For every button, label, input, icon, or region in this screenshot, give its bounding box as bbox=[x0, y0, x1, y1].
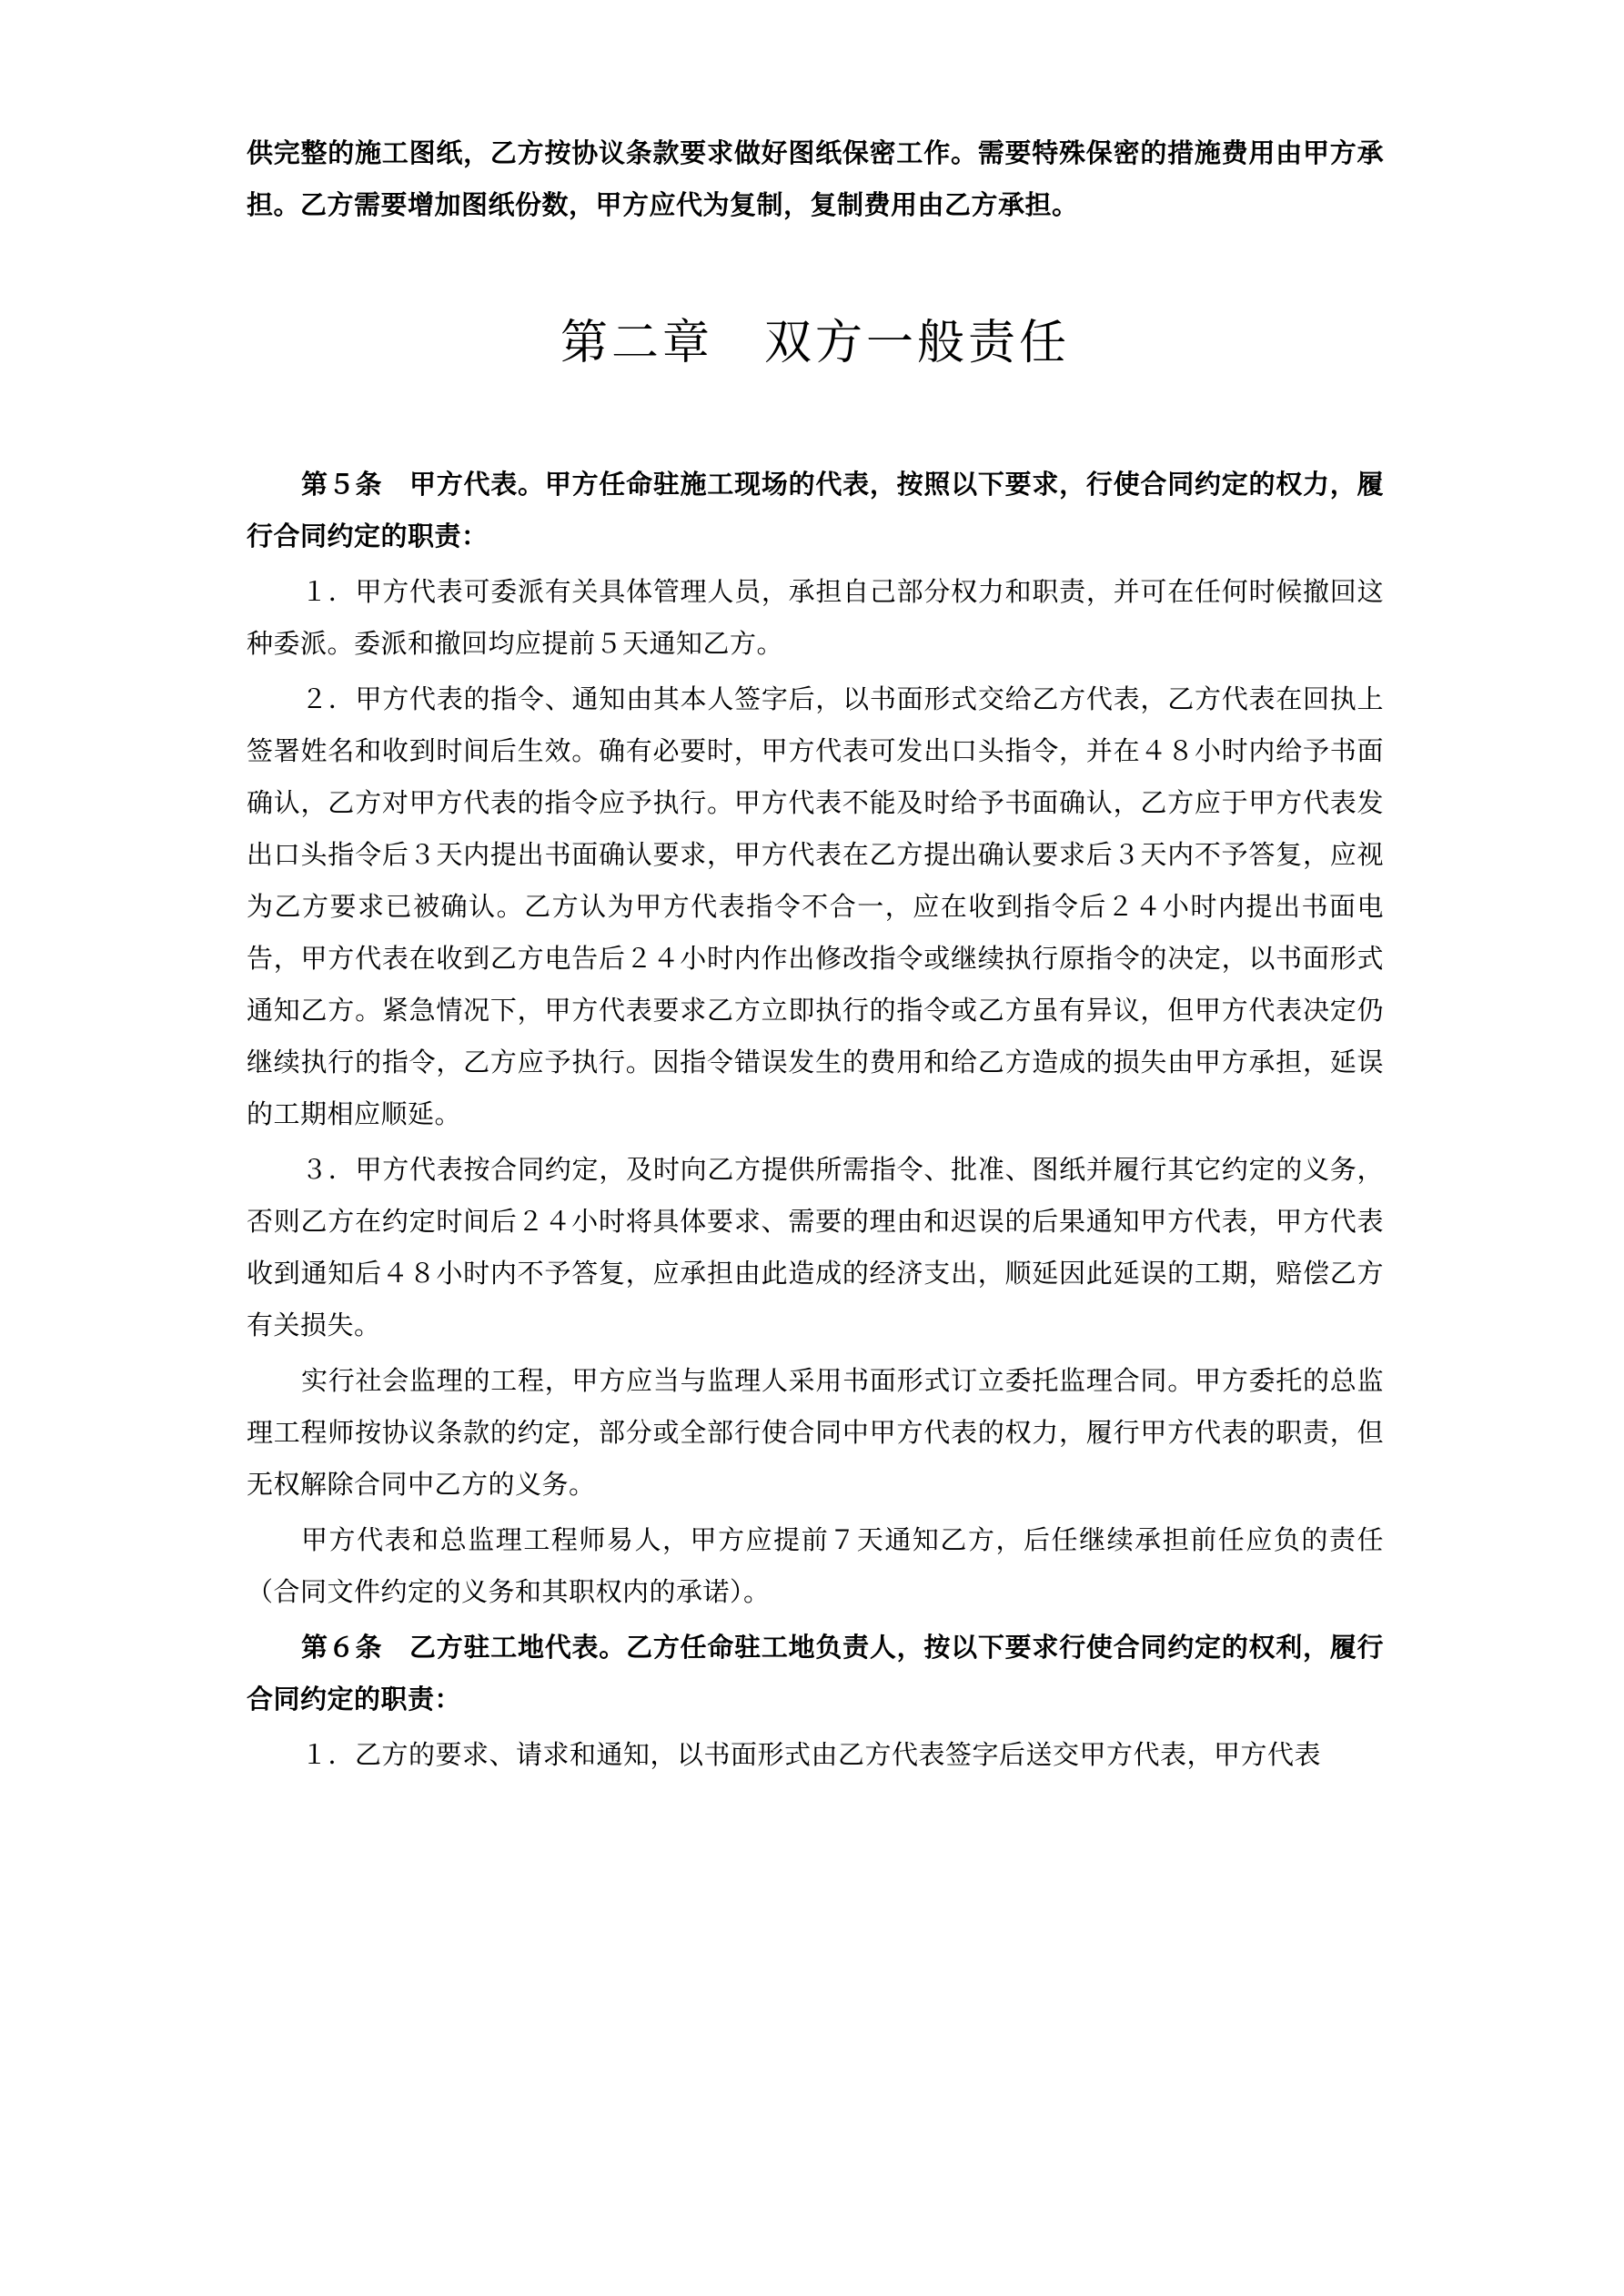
article-5-item-1: １．甲方代表可委派有关具体管理人员，承担自己部分权力和职责，并可在任何时候撤回这种委派。委派和撤回均应提前５天通知乙方。 bbox=[247, 576, 1384, 659]
article-5-item-2: ２．甲方代表的指令、通知由其本人签字后，以书面形式交给乙方代表，乙方代表在回执上签署姓名和收到时间后生效。确有必要时，甲方代表可发出口头指令，并在４８小时内给予书面确认，乙方对甲方代表的指令应予执行。甲方代表不能及时给予书面确认，乙方应于甲方代表发出口头指令后３天内提出书面确认要求，甲方代表在乙方提出确认要求后３天内不予答复，应视为乙方要求已被确认。乙方认为甲方代表指令不合一，应在收到指令后２４小时内提出书面电告，甲方代表在收到乙方电告后２４小时内作出修改指令或继续执行原指令的决定，以书面形式通知乙方。紧急情况下，甲方代表要求乙方立即执行的指令或乙方虽有异议，但甲方代表决定仍继续执行的指令，乙方应予执行。因指令错误发生的费用和给乙方造成的损失由甲方承担，延误的工期相应顺延。 bbox=[247, 683, 1384, 1129]
intro-paragraph: 供完整的施工图纸，乙方按协议条款要求做好图纸保密工作。需要特殊保密的措施费用由甲方承担。乙方需要增加图纸份数，甲方应代为复制，复制费用由乙方承担。 bbox=[247, 137, 1384, 220]
article-5-label: 第５条 甲方代表。 bbox=[301, 469, 545, 500]
document-body bbox=[247, 127, 1384, 1781]
article-6-text: 乙方任命驻工地负责人，按以下要求行使合同约定的权利，履行合同约定的职责： bbox=[247, 1632, 1384, 1714]
article-6-label: 第６条 乙方驻工地代表。 bbox=[301, 1632, 627, 1663]
article-5-item-3: ３．甲方代表按合同约定，及时向乙方提供所需指令、批准、图纸并履行其它约定的义务，否则乙方在约定时间后２４小时将具体要求、需要的理由和迟误的后果通知甲方代表，甲方代表收到通知后４８小时内不予答复，应承担由此造成的经济支出，顺延因此延误的工期，赔偿乙方有关损失。 bbox=[247, 1154, 1384, 1340]
article-5-heading bbox=[247, 459, 1384, 562]
supervision-paragraph: 实行社会监理的工程，甲方应当与监理人采用书面形式订立委托监理合同。甲方委托的总监理工程师按协议条款的约定，部分或全部行使合同中甲方代表的权力，履行甲方代表的职责，但无权解除合同中乙方的义务。 bbox=[247, 1365, 1384, 1500]
article-6-item-1: １．乙方的要求、请求和通知，以书面形式由乙方代表签字后送交甲方代表，甲方代表 bbox=[301, 1739, 1322, 1770]
replacement-paragraph: 甲方代表和总监理工程师易人，甲方应提前７天通知乙方，后任继续承担前任应负的责任（合同文件约定的义务和其职权内的承诺）。 bbox=[247, 1524, 1384, 1607]
chapter-title: 第二章 双方一般责任 bbox=[560, 316, 1070, 370]
article-5-text: 甲方任命驻施工现场的代表，按照以下要求，行使合同约定的权力，履行合同约定的职责： bbox=[247, 469, 1384, 551]
article-6-heading bbox=[247, 1622, 1384, 1725]
